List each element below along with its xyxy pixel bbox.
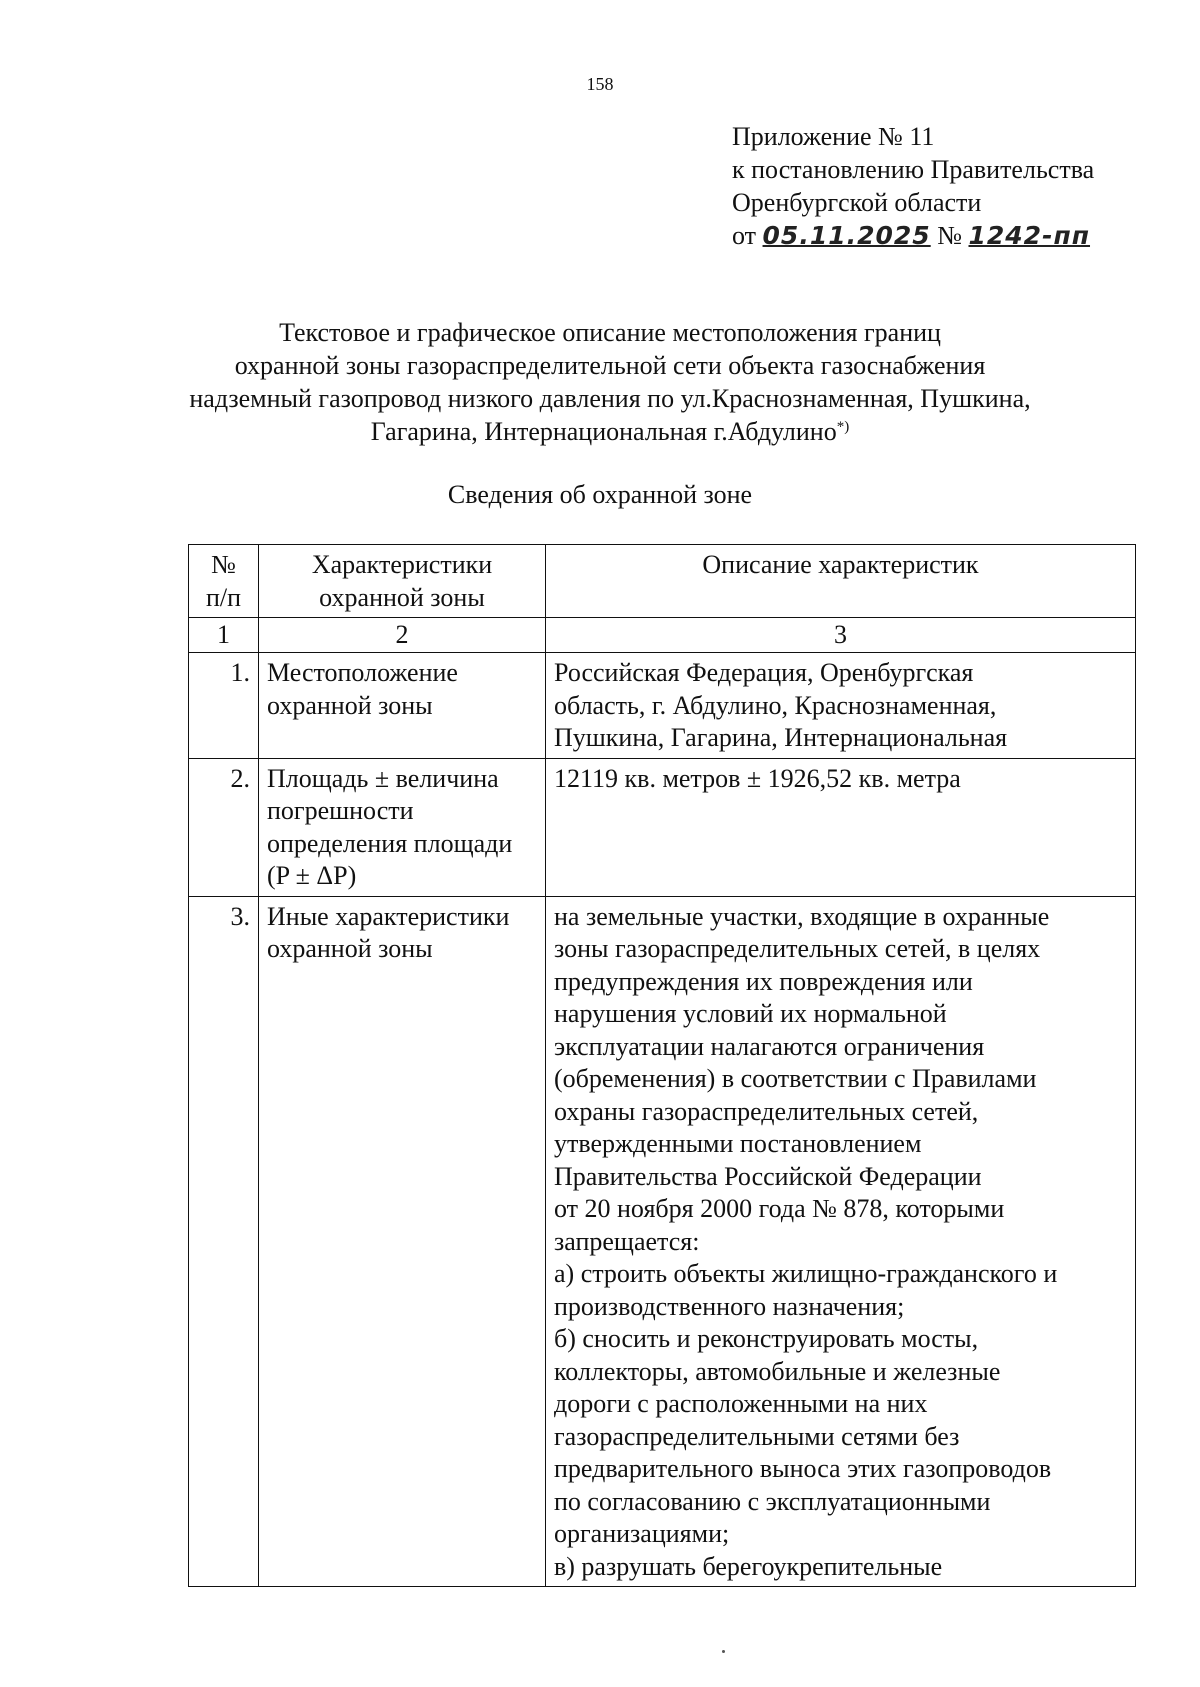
description-line: область, г. Абдулино, Краснознаменная, [554,690,997,720]
description-line: эксплуатации налагаются ограничения [554,1031,985,1061]
handwritten-number: 1242-пп [968,221,1091,250]
title-line-4: Гагарина, Интернациональная г.Абдулино [370,417,837,446]
header-characteristic [259,545,546,618]
appendix-line-1: Приложение № 11 [732,122,935,151]
description-line: 12119 кв. метров ± 1926,52 кв. метра [554,763,961,793]
table-row [189,896,1136,1587]
header-characteristic-line-1: Характеристики [311,550,493,579]
appendix-line-3: Оренбургской области [732,188,982,217]
description-line: утвержденными постановлением [554,1129,922,1158]
description-line: Пушкина, Гагарина, Интернациональная [554,723,1008,752]
description-line: дороги с расположенными на них [554,1389,928,1418]
row-number: 2. [189,758,259,896]
row-characteristic [259,758,546,896]
document-title [150,316,1070,448]
title-line-3: надземный газопровод низкого давления по ул.Краснознаменная, Пушкина, [189,384,1031,413]
description-line: предупреждения их повреждения или [554,966,973,996]
description-line: Правительства Российской Федерации [554,1161,982,1191]
description-line: предварительного выноса этих газопроводов [554,1454,1052,1483]
header-characteristic-line-2: охранной зоны [319,582,485,612]
description-line: организациями; [554,1519,730,1548]
header-number [189,545,259,618]
description-line: нарушения условий их нормальной [554,999,947,1028]
description-line: производственного назначения; [554,1291,905,1321]
characteristic-line: охранной зоны [267,934,433,963]
row-description [546,896,1136,1587]
number-prefix: № [937,221,962,250]
header-number-line-2: п/п [205,582,242,612]
index-cell-1: 1 [189,618,259,653]
description-line: (обременения) в соответствии с Правилами [554,1064,1037,1093]
characteristic-line: определения площади [267,828,513,858]
description-line: б) сносить и реконструировать мосты, [554,1324,979,1353]
characteristic-line: Иные характеристики [267,901,510,931]
appendix-date-line [732,219,1119,252]
table-index-row [189,618,1136,653]
row-characteristic [259,896,546,1587]
characteristic-line: погрешности [267,796,414,825]
description-line: запрещается: [554,1226,700,1256]
description-line: в) разрушать берегоукрепительные [554,1551,943,1581]
description-line: по согласованию с эксплуатационными [554,1486,991,1516]
table-header-row [189,545,1136,618]
row-characteristic [259,653,546,759]
characteristic-line: Местоположение [267,658,458,687]
header-number-line-1: № [211,550,236,579]
description-line: на земельные участки, входящие в охранные [554,901,1050,931]
characteristic-line: Площадь ± величина [267,763,499,793]
description-line: Российская Федерация, Оренбургская [554,658,974,687]
header-description: Описание характеристик [546,545,1136,618]
description-line: от 20 ноября 2000 года № 878, которыми [554,1194,1005,1223]
description-line: зоны газораспределительных сетей, в целях [554,934,1041,963]
description-line: газораспределительными сетями без [554,1421,960,1451]
appendix-block [732,120,1119,252]
appendix-line-2: к постановлению Правительства [732,155,1095,184]
title-line-2: охранной зоны газораспределительной сети объекта газоснабжения [234,351,986,380]
scan-speck [722,1650,725,1653]
footnote-mark: *) [836,419,850,435]
description-line: коллекторы, автомобильные и железные [554,1356,1001,1386]
row-description [546,758,1136,896]
title-line-1: Текстовое и графическое описание местоположения границ [279,318,941,347]
page-number: 158 [586,74,614,94]
index-cell-2: 2 [259,618,546,653]
protection-zone-table [188,544,1136,1587]
description-line: а) строить объекты жилищно-гражданского и [554,1259,1058,1288]
row-description [546,653,1136,759]
description-line: охраны газораспределительных сетей, [554,1096,979,1126]
date-prefix: от [732,221,757,250]
section-subtitle: Сведения об охранной зоне [447,480,753,509]
characteristic-line: (P ± ΔP) [267,861,357,890]
row-number: 3. [189,896,259,1587]
table-row [189,758,1136,896]
row-number: 1. [189,653,259,759]
characteristic-line: охранной зоны [267,690,433,720]
table-row [189,653,1136,759]
title-line-4-wrap [150,415,1070,448]
handwritten-date: 05.11.2025 [762,221,931,250]
index-cell-3: 3 [546,618,1136,653]
